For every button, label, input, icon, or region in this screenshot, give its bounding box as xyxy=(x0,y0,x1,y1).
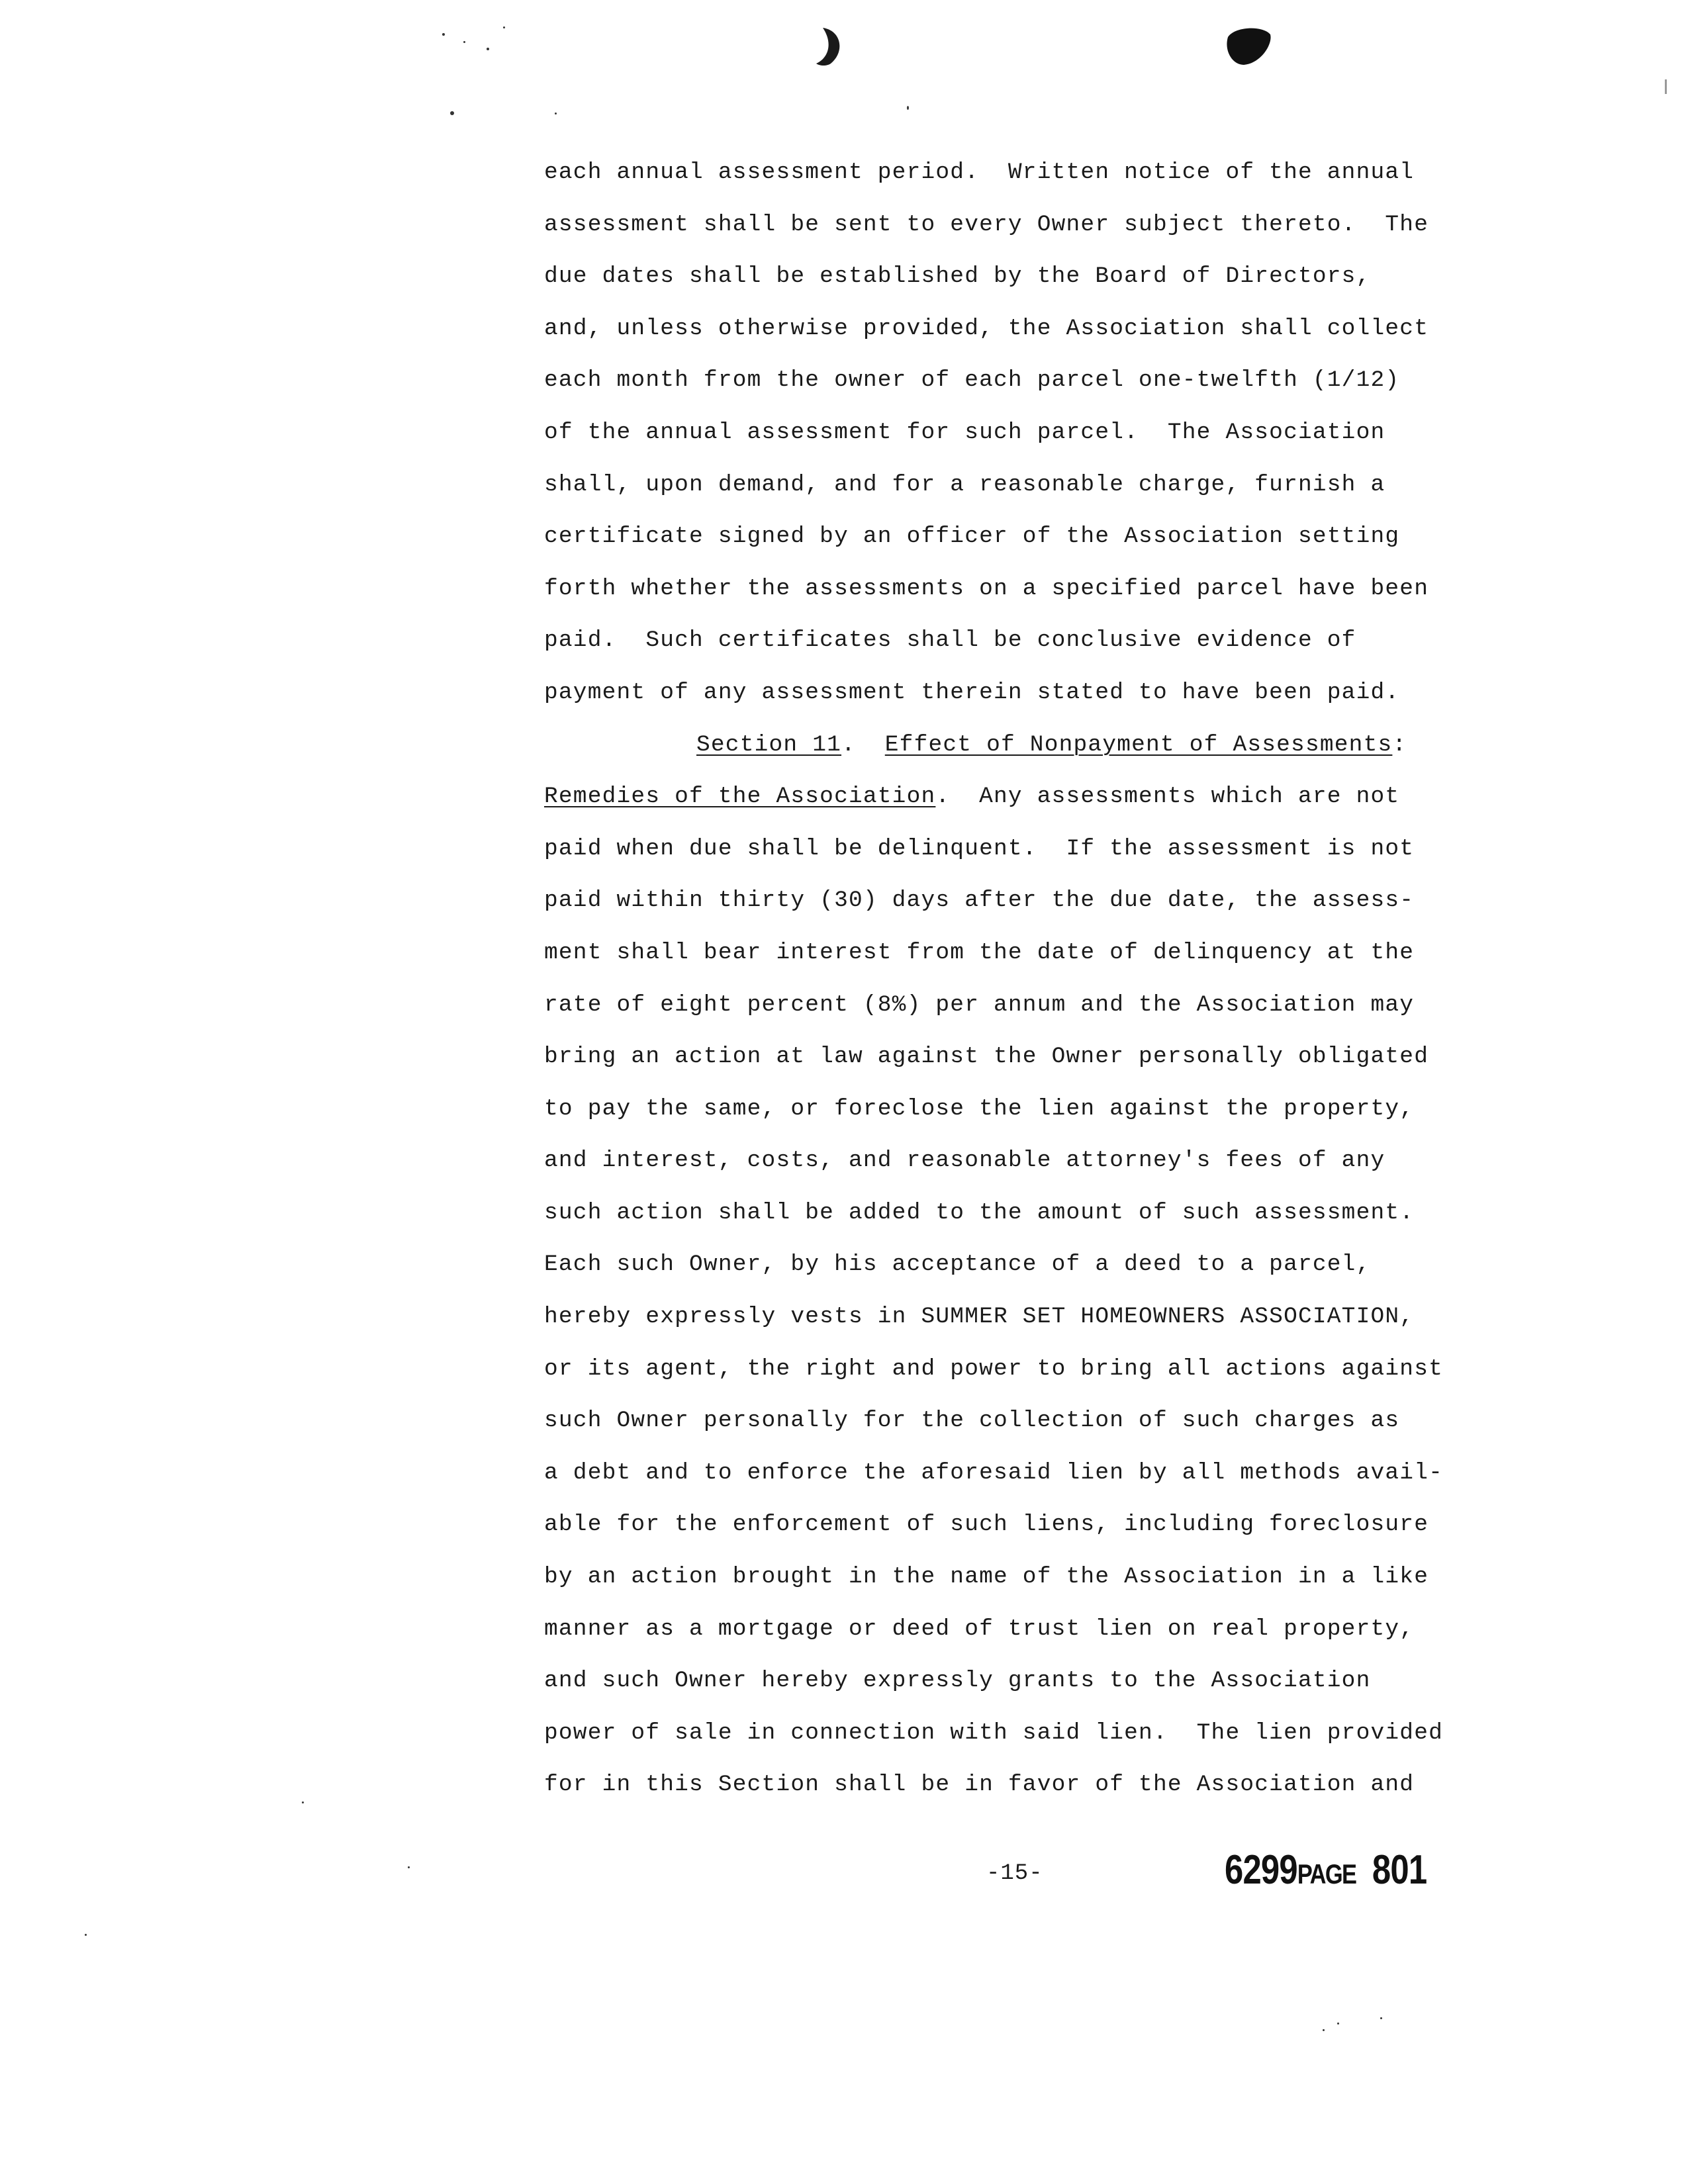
recorded-page-number: 801 xyxy=(1372,1847,1427,1893)
section-title: Effect of Nonpayment of Assessments xyxy=(884,731,1393,758)
text-line: payment of any assessment therein stated to have been paid. xyxy=(544,679,1400,705)
section-title-colon: : xyxy=(1392,731,1407,758)
text-line: each annual assessment period. Written notice of the annual xyxy=(544,159,1415,185)
text-line: assessment shall be sent to every Owner subject thereto. The xyxy=(544,211,1429,238)
text-segment: . Any assessments which are not xyxy=(935,784,1400,810)
section-heading-line xyxy=(544,719,1511,772)
scan-speck xyxy=(487,48,489,50)
text-line: or its agent, the right and power to bring all actions against xyxy=(544,1355,1444,1382)
scan-speck xyxy=(85,1934,87,1936)
text-line: hereby expressly vests in SUMMER SET HOMEOWNERS ASSOCIATION, xyxy=(544,1304,1415,1330)
text-line: Each such Owner, by his acceptance of a deed to a parcel, xyxy=(544,1251,1371,1278)
text-line: of the annual assessment for such parcel. The Association xyxy=(544,419,1385,445)
text-line: power of sale in connection with said lien. The lien provided xyxy=(544,1719,1444,1746)
text-line: by an action brought in the name of the Association in a like xyxy=(544,1564,1429,1590)
text-line: ment shall bear interest from the date of delinquency at the xyxy=(544,939,1415,966)
scan-speck xyxy=(503,26,505,28)
text-line: paid. Such certificates shall be conclusive evidence of xyxy=(544,627,1356,654)
scan-speck xyxy=(302,1801,304,1803)
punch-hole-mark xyxy=(811,25,851,69)
text-line: shall, upon demand, and for a reasonable charge, furnish a xyxy=(544,471,1385,498)
scan-speck xyxy=(907,106,909,110)
body-text xyxy=(544,147,1511,1811)
text-line: manner as a mortgage or deed of trust lien on real property, xyxy=(544,1615,1415,1642)
text-line: and interest, costs, and reasonable attorney's fees of any xyxy=(544,1148,1385,1174)
scan-speck xyxy=(1323,2029,1325,2031)
text-line: such action shall be added to the amount of such assessment. xyxy=(544,1199,1415,1226)
scan-speck xyxy=(1380,2017,1382,2019)
text-line: to pay the same, or foreclose the lien against the property, xyxy=(544,1095,1415,1122)
text-line: rate of eight percent (8%) per annum and the Association may xyxy=(544,991,1415,1018)
text-line: due dates shall be established by the Board of Directors, xyxy=(544,263,1371,290)
punch-hole-mark xyxy=(1221,24,1274,69)
section-number: Section 11 xyxy=(696,731,842,758)
book-page-stamp xyxy=(1225,1846,1427,1893)
text-line: for in this Section shall be in favor of the Association and xyxy=(544,1772,1415,1798)
scan-speck xyxy=(555,113,557,114)
section-title-continued: Remedies of the Association xyxy=(544,784,936,810)
text-line: paid when due shall be delinquent. If the assessment is not xyxy=(544,835,1415,862)
book-number: 6299 xyxy=(1225,1847,1297,1893)
page-number: -15- xyxy=(986,1861,1043,1886)
page-word: PAGE xyxy=(1297,1858,1356,1889)
scan-speck xyxy=(1337,2023,1339,2025)
text-line: bring an action at law against the Owner personally obligated xyxy=(544,1044,1429,1070)
text-line: paid within thirty (30) days after the due date, the assess- xyxy=(544,887,1415,914)
text-line: certificate signed by an officer of the Association setting xyxy=(544,523,1400,550)
text-line: a debt and to enforce the aforesaid lien by all methods avail- xyxy=(544,1459,1444,1486)
scan-speck xyxy=(442,33,445,36)
section-separator: . xyxy=(841,731,885,758)
scan-speck xyxy=(408,1866,410,1868)
scan-speck xyxy=(463,41,465,43)
text-line: such Owner personally for the collection of such charges as xyxy=(544,1408,1400,1434)
scan-speck xyxy=(1665,79,1667,94)
text-line: able for the enforcement of such liens, including foreclosure xyxy=(544,1512,1429,1538)
text-line: and, unless otherwise provided, the Association shall collect xyxy=(544,315,1429,341)
text-line: each month from the owner of each parcel one-twelfth (1/12) xyxy=(544,367,1400,394)
text-line: and such Owner hereby expressly grants to the Association xyxy=(544,1668,1371,1694)
scan-speck xyxy=(450,111,454,115)
text-line: forth whether the assessments on a specified parcel have been xyxy=(544,575,1429,602)
section-heading-continuation xyxy=(544,771,1511,823)
